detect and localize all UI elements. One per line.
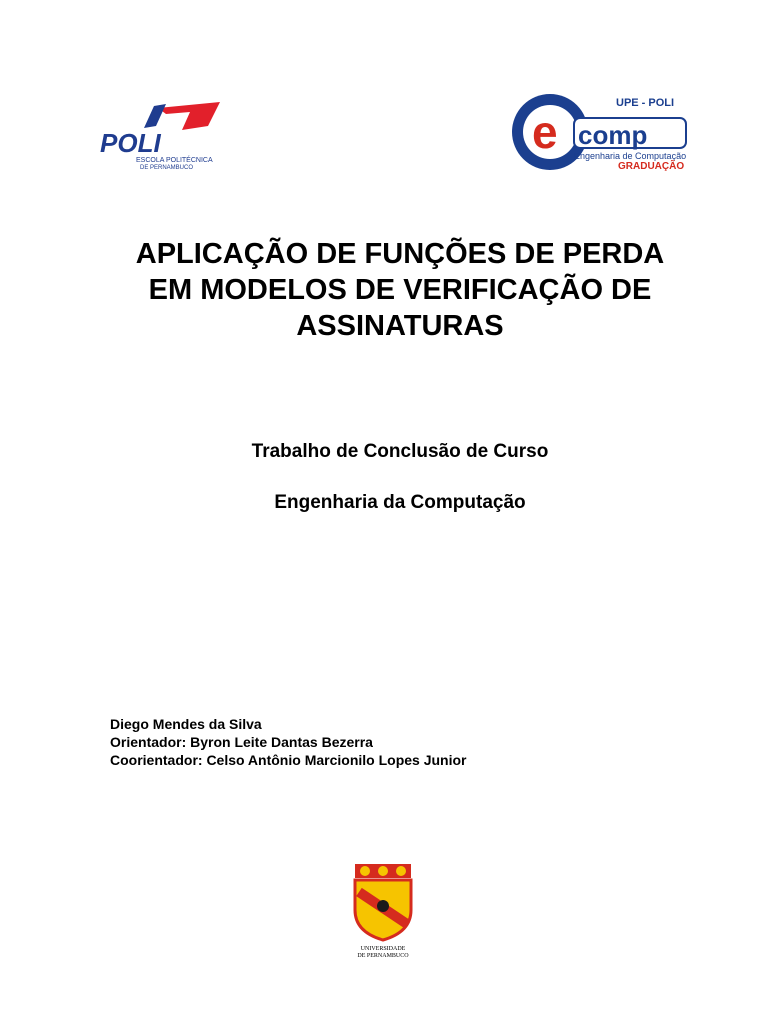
ecomp-logo-top: UPE - POLI bbox=[616, 97, 675, 109]
advisor-name: Orientador: Byron Leite Dantas Bezerra bbox=[110, 734, 373, 750]
ufpe-crest-line2: DE PERNAMBUCO bbox=[357, 953, 409, 959]
poli-logo-text: POLI bbox=[100, 128, 161, 158]
authors-block bbox=[110, 715, 467, 769]
title-line: ASSINATURAS bbox=[296, 310, 504, 342]
author-name: Diego Mendes da Silva bbox=[110, 716, 262, 732]
ecomp-logo-sub: Engenharia de Computação bbox=[574, 151, 687, 161]
ufpe-crest-line1: UNIVERSIDADE bbox=[360, 946, 406, 952]
document-title bbox=[60, 236, 740, 344]
ufpe-crest bbox=[345, 862, 421, 960]
title-line: APLICAÇÃO DE FUNÇÕES DE PERDA bbox=[135, 238, 665, 270]
ecomp-logo-brand: comp bbox=[578, 120, 648, 150]
poli-logo bbox=[96, 100, 222, 172]
coadvisor-name: Coorientador: Celso Antônio Marcionilo Lopes Junior bbox=[110, 752, 467, 768]
work-type: Trabalho de Conclusão de Curso bbox=[251, 441, 549, 462]
ecomp-logo bbox=[506, 88, 696, 174]
ecomp-logo-grade: GRADUAÇÃO bbox=[618, 161, 685, 172]
title-line: EM MODELOS DE VERIFICAÇÃO DE bbox=[148, 274, 652, 306]
poli-logo-line2: DE PERNAMBUCO bbox=[140, 165, 194, 171]
svg-text:e: e bbox=[532, 106, 558, 158]
poli-logo-line1: ESCOLA POLITÉCNICA bbox=[136, 157, 213, 164]
course-name: Engenharia da Computação bbox=[274, 492, 526, 513]
